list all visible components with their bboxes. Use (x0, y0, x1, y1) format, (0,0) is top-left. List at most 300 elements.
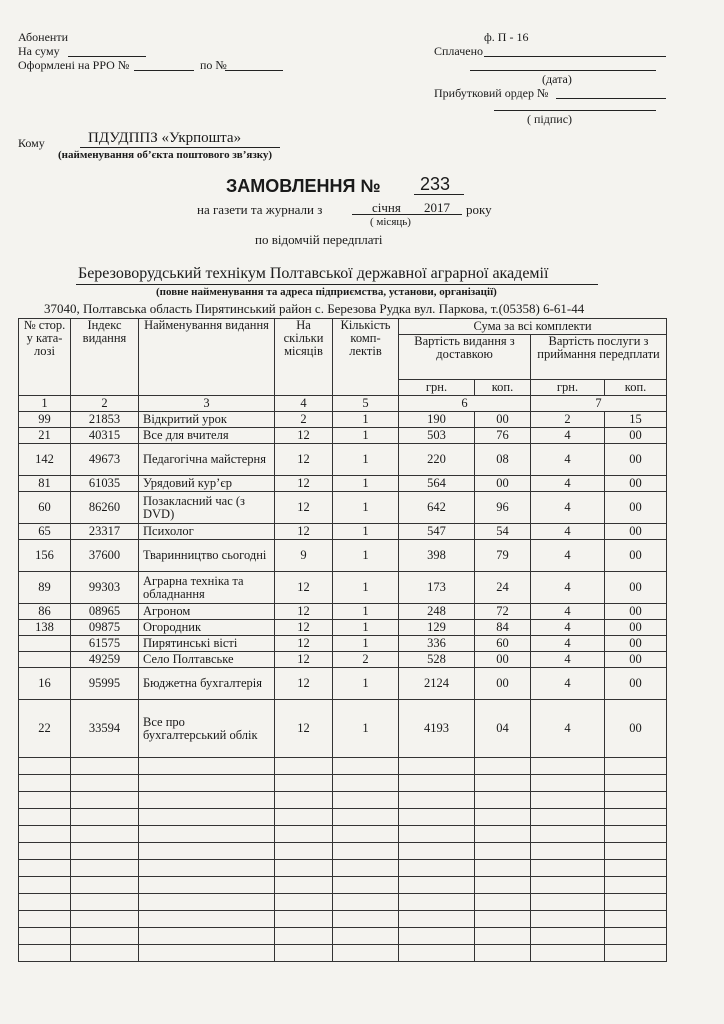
colnum-4: 4 (275, 396, 333, 412)
cell-sets: 1 (333, 604, 399, 620)
empty-cell (333, 758, 399, 775)
empty-row (19, 928, 667, 945)
order-year: 2017 (424, 200, 450, 215)
cell-page: 21 (19, 428, 71, 444)
table-row (19, 668, 667, 700)
cell-months: 12 (275, 444, 333, 476)
empty-cell (275, 877, 333, 894)
empty-cell (19, 877, 71, 894)
cell-cost-uah: 190 (399, 412, 475, 428)
order-title: ЗАМОВЛЕННЯ № (226, 176, 381, 196)
cell-name: Огородник (139, 620, 275, 636)
cell-page: 81 (19, 476, 71, 492)
month-caption: ( місяць) (370, 216, 411, 228)
cell-page: 138 (19, 620, 71, 636)
empty-row (19, 860, 667, 877)
empty-cell (275, 826, 333, 843)
table-row (19, 444, 667, 476)
empty-row (19, 758, 667, 775)
empty-cell (605, 911, 667, 928)
empty-row (19, 911, 667, 928)
cell-sets: 1 (333, 572, 399, 604)
cell-page: 22 (19, 700, 71, 758)
cell-name: Аграрна техніка та обладнання (139, 572, 275, 604)
cell-sets: 1 (333, 412, 399, 428)
cell-svc-uah: 4 (531, 572, 605, 604)
cell-svc-uah: 4 (531, 540, 605, 572)
empty-cell (475, 809, 531, 826)
empty-cell (531, 877, 605, 894)
header-kop-2: коп. (605, 380, 667, 396)
empty-cell (605, 945, 667, 962)
empty-cell (333, 860, 399, 877)
cell-page: 99 (19, 412, 71, 428)
colnum-1: 1 (19, 396, 71, 412)
empty-cell (531, 945, 605, 962)
empty-row (19, 792, 667, 809)
empty-cell (475, 928, 531, 945)
empty-cell (333, 945, 399, 962)
table-row (19, 652, 667, 668)
cell-sets: 1 (333, 476, 399, 492)
cell-svc-kop: 00 (605, 540, 667, 572)
empty-cell (605, 843, 667, 860)
empty-cell (605, 860, 667, 877)
cell-months: 9 (275, 540, 333, 572)
empty-cell (333, 826, 399, 843)
empty-cell (139, 911, 275, 928)
empty-cell (19, 911, 71, 928)
empty-cell (19, 860, 71, 877)
empty-row (19, 877, 667, 894)
colnum-7: 7 (531, 396, 667, 412)
table-row (19, 604, 667, 620)
cell-index: 21853 (71, 412, 139, 428)
cell-page: 16 (19, 668, 71, 700)
empty-cell (19, 775, 71, 792)
empty-cell (605, 775, 667, 792)
empty-cell (399, 945, 475, 962)
empty-cell (139, 843, 275, 860)
empty-cell (475, 877, 531, 894)
cell-sets: 1 (333, 444, 399, 476)
cell-sets: 1 (333, 620, 399, 636)
header-total: Сума за всі комплекти (399, 319, 667, 335)
empty-cell (531, 792, 605, 809)
signature-field (494, 110, 656, 111)
cell-index: 08965 (71, 604, 139, 620)
prro-no-label: по № (200, 58, 227, 72)
cell-name: Село Полтавське (139, 652, 275, 668)
cell-cost-kop: 00 (475, 476, 531, 492)
empty-cell (71, 945, 139, 962)
cell-index: 99303 (71, 572, 139, 604)
cell-cost-kop: 54 (475, 524, 531, 540)
table-row (19, 524, 667, 540)
subscribers-label: Абоненти (18, 30, 68, 44)
cell-months: 12 (275, 604, 333, 620)
cell-svc-uah: 4 (531, 668, 605, 700)
header-catalog-page: № стор. у ката- лозі (19, 319, 71, 396)
empty-cell (275, 945, 333, 962)
empty-cell (399, 843, 475, 860)
empty-cell (275, 775, 333, 792)
header-name: Найменування видання (139, 319, 275, 396)
empty-cell (275, 894, 333, 911)
empty-cell (475, 775, 531, 792)
empty-cell (139, 775, 275, 792)
empty-cell (605, 758, 667, 775)
table-row (19, 572, 667, 604)
table-row (19, 540, 667, 572)
empty-cell (19, 792, 71, 809)
colnum-3: 3 (139, 396, 275, 412)
header-uah-2: грн. (531, 380, 605, 396)
cell-svc-uah: 4 (531, 476, 605, 492)
cell-index: 49673 (71, 444, 139, 476)
cell-index: 33594 (71, 700, 139, 758)
empty-cell (71, 843, 139, 860)
empty-cell (605, 877, 667, 894)
cell-name: Все для вчителя (139, 428, 275, 444)
empty-cell (333, 843, 399, 860)
cell-cost-kop: 24 (475, 572, 531, 604)
cell-page: 142 (19, 444, 71, 476)
empty-cell (399, 860, 475, 877)
cell-cost-uah: 336 (399, 636, 475, 652)
cell-name: Позакласний час (з DVD) (139, 492, 275, 524)
empty-cell (275, 928, 333, 945)
empty-cell (19, 826, 71, 843)
cell-name: Педагогічна майстерня (139, 444, 275, 476)
cell-index: 49259 (71, 652, 139, 668)
header-row (19, 319, 667, 335)
cell-name: Урядовий кур’єр (139, 476, 275, 492)
empty-cell (531, 843, 605, 860)
empty-cell (19, 928, 71, 945)
cell-sets: 1 (333, 700, 399, 758)
table-row (19, 492, 667, 524)
empty-cell (71, 758, 139, 775)
cell-svc-uah: 4 (531, 428, 605, 444)
cell-index: 23317 (71, 524, 139, 540)
empty-cell (399, 894, 475, 911)
cell-months: 12 (275, 668, 333, 700)
cell-name: Відкритий урок (139, 412, 275, 428)
cell-cost-kop: 84 (475, 620, 531, 636)
organization-caption: (повне найменування та адреса підприємства, установи, організації) (156, 286, 497, 298)
receipt-field (556, 98, 666, 99)
cell-cost-uah: 528 (399, 652, 475, 668)
empty-cell (71, 928, 139, 945)
empty-cell (71, 894, 139, 911)
cell-svc-kop: 00 (605, 444, 667, 476)
cell-page (19, 636, 71, 652)
cell-cost-kop: 04 (475, 700, 531, 758)
header-cost: Вартість видання з доставкою (399, 335, 531, 380)
header-months: На скільки місяців (275, 319, 333, 396)
cell-cost-kop: 00 (475, 652, 531, 668)
empty-cell (333, 877, 399, 894)
colnum-5: 5 (333, 396, 399, 412)
empty-cell (475, 758, 531, 775)
empty-cell (71, 809, 139, 826)
header-sets: Кількість комп- лектів (333, 319, 399, 396)
cell-svc-kop: 15 (605, 412, 667, 428)
empty-cell (275, 758, 333, 775)
cell-cost-uah: 2124 (399, 668, 475, 700)
empty-row (19, 894, 667, 911)
cell-page: 60 (19, 492, 71, 524)
table-row (19, 412, 667, 428)
cell-svc-kop: 00 (605, 652, 667, 668)
empty-cell (531, 860, 605, 877)
cell-sets: 1 (333, 668, 399, 700)
empty-cell (399, 809, 475, 826)
cell-months: 12 (275, 636, 333, 652)
cell-svc-kop: 00 (605, 476, 667, 492)
cell-cost-kop: 00 (475, 668, 531, 700)
cell-name: Тваринництво сьогодні (139, 540, 275, 572)
form-code: ф. П - 16 (484, 30, 529, 44)
empty-cell (139, 860, 275, 877)
cell-svc-kop: 00 (605, 492, 667, 524)
cell-svc-kop: 00 (605, 572, 667, 604)
cell-svc-kop: 00 (605, 700, 667, 758)
cell-months: 12 (275, 700, 333, 758)
colnum-2: 2 (71, 396, 139, 412)
empty-cell (71, 860, 139, 877)
header-service: Вартість послуги з приймання передплати (531, 335, 667, 380)
empty-cell (139, 945, 275, 962)
cell-months: 12 (275, 652, 333, 668)
empty-cell (531, 809, 605, 826)
cell-cost-uah: 4193 (399, 700, 475, 758)
empty-cell (333, 809, 399, 826)
month-underline (352, 214, 462, 215)
cell-cost-uah: 503 (399, 428, 475, 444)
header-index: Індекс видання (71, 319, 139, 396)
empty-cell (531, 894, 605, 911)
cell-months: 12 (275, 572, 333, 604)
cell-cost-kop: 79 (475, 540, 531, 572)
cell-page: 86 (19, 604, 71, 620)
cell-cost-uah: 642 (399, 492, 475, 524)
cell-svc-uah: 4 (531, 444, 605, 476)
empty-cell (399, 775, 475, 792)
cell-page: 156 (19, 540, 71, 572)
cell-sets: 1 (333, 540, 399, 572)
addressee-value: ПДУДППЗ «Укрпошта» (88, 130, 242, 146)
empty-cell (605, 826, 667, 843)
empty-cell (139, 826, 275, 843)
receipt-label: Прибутковий ордер № (434, 86, 549, 100)
paid-field (484, 56, 666, 57)
empty-cell (399, 758, 475, 775)
table-row (19, 636, 667, 652)
cell-cost-kop: 60 (475, 636, 531, 652)
empty-cell (605, 894, 667, 911)
empty-cell (139, 809, 275, 826)
signature-caption: ( підпис) (527, 112, 573, 126)
cell-cost-uah: 547 (399, 524, 475, 540)
empty-cell (333, 911, 399, 928)
empty-row (19, 826, 667, 843)
cell-index: 09875 (71, 620, 139, 636)
subscription-type: по відомчій передплаті (255, 232, 383, 247)
cell-cost-kop: 72 (475, 604, 531, 620)
table-row (19, 428, 667, 444)
cell-svc-uah: 4 (531, 524, 605, 540)
header-uah: грн. (399, 380, 475, 396)
cell-svc-kop: 00 (605, 668, 667, 700)
empty-cell (275, 792, 333, 809)
empty-cell (605, 928, 667, 945)
cell-sets: 2 (333, 652, 399, 668)
subscription-table (18, 318, 667, 962)
empty-cell (475, 894, 531, 911)
cell-sets: 1 (333, 636, 399, 652)
empty-cell (139, 928, 275, 945)
cell-months: 12 (275, 428, 333, 444)
cell-svc-uah: 4 (531, 700, 605, 758)
prro-no-field (225, 70, 283, 71)
cell-index: 40315 (71, 428, 139, 444)
cell-cost-uah: 564 (399, 476, 475, 492)
cell-cost-uah: 248 (399, 604, 475, 620)
cell-page (19, 652, 71, 668)
empty-cell (333, 894, 399, 911)
cell-cost-kop: 96 (475, 492, 531, 524)
cell-index: 61035 (71, 476, 139, 492)
cell-sets: 1 (333, 428, 399, 444)
addressee-underline (80, 147, 280, 148)
cell-cost-kop: 00 (475, 412, 531, 428)
cell-name: Все про бухгалтерський облік (139, 700, 275, 758)
empty-cell (275, 809, 333, 826)
cell-svc-uah: 2 (531, 412, 605, 428)
empty-cell (71, 775, 139, 792)
empty-cell (19, 894, 71, 911)
cell-svc-uah: 4 (531, 620, 605, 636)
empty-cell (19, 758, 71, 775)
cell-cost-uah: 220 (399, 444, 475, 476)
cell-months: 12 (275, 492, 333, 524)
prro-label: Оформлені на РРО № (18, 58, 130, 72)
empty-cell (19, 945, 71, 962)
date-caption: (дата) (542, 72, 572, 86)
empty-cell (71, 877, 139, 894)
empty-cell (475, 826, 531, 843)
cell-svc-kop: 00 (605, 524, 667, 540)
addressee-label: Кому (18, 136, 45, 150)
cell-cost-uah: 398 (399, 540, 475, 572)
subtitle-prefix: на газети та журнали з (197, 202, 323, 217)
cell-svc-uah: 4 (531, 492, 605, 524)
empty-row (19, 843, 667, 860)
colnum-6: 6 (399, 396, 531, 412)
empty-cell (475, 860, 531, 877)
empty-cell (475, 843, 531, 860)
empty-cell (333, 928, 399, 945)
cell-months: 12 (275, 620, 333, 636)
paid-label: Сплачено (434, 44, 484, 58)
cell-index: 37600 (71, 540, 139, 572)
empty-cell (399, 877, 475, 894)
cell-svc-kop: 00 (605, 604, 667, 620)
table-row (19, 620, 667, 636)
empty-cell (139, 758, 275, 775)
empty-cell (475, 792, 531, 809)
empty-cell (475, 911, 531, 928)
year-suffix: року (466, 202, 492, 217)
empty-cell (71, 911, 139, 928)
empty-cell (399, 826, 475, 843)
empty-cell (399, 792, 475, 809)
empty-row (19, 945, 667, 962)
empty-cell (333, 792, 399, 809)
prro-field (134, 70, 194, 71)
empty-cell (19, 809, 71, 826)
amount-field (68, 56, 146, 57)
cell-svc-kop: 00 (605, 428, 667, 444)
cell-sets: 1 (333, 524, 399, 540)
empty-cell (71, 792, 139, 809)
empty-cell (399, 911, 475, 928)
empty-cell (275, 911, 333, 928)
cell-cost-uah: 173 (399, 572, 475, 604)
empty-row (19, 809, 667, 826)
cell-sets: 1 (333, 492, 399, 524)
empty-cell (531, 775, 605, 792)
addressee-caption: (найменування об’єкта поштового зв’язку) (58, 149, 273, 161)
empty-cell (139, 792, 275, 809)
cell-index: 86260 (71, 492, 139, 524)
cell-months: 2 (275, 412, 333, 428)
cell-svc-uah: 4 (531, 604, 605, 620)
cell-svc-uah: 4 (531, 652, 605, 668)
organization-name: Березоворудський технікум Полтавської державної аграрної академії (78, 265, 549, 282)
cell-months: 12 (275, 524, 333, 540)
cell-cost-kop: 08 (475, 444, 531, 476)
table-row (19, 476, 667, 492)
organization-address: 37040, Полтавська область Пирятинський район с. Березова Рудка вул. Паркова, т.(05358) 6-61-44 (44, 301, 585, 316)
cell-name: Пирятинські вісті (139, 636, 275, 652)
header-kop: коп. (475, 380, 531, 396)
cell-name: Бюджетна бухгалтерія (139, 668, 275, 700)
empty-cell (475, 945, 531, 962)
cell-cost-kop: 76 (475, 428, 531, 444)
empty-cell (139, 877, 275, 894)
empty-cell (139, 894, 275, 911)
cell-name: Агроном (139, 604, 275, 620)
order-number-underline (414, 194, 464, 195)
empty-cell (333, 775, 399, 792)
empty-row (19, 775, 667, 792)
empty-cell (605, 792, 667, 809)
column-number-row (19, 396, 667, 412)
cell-cost-uah: 129 (399, 620, 475, 636)
empty-cell (531, 911, 605, 928)
paid-field-2 (470, 70, 656, 71)
order-number: 233 (420, 174, 451, 194)
empty-cell (275, 860, 333, 877)
empty-cell (275, 843, 333, 860)
amount-label: На суму (18, 44, 60, 58)
empty-cell (531, 758, 605, 775)
empty-cell (605, 809, 667, 826)
empty-cell (531, 928, 605, 945)
